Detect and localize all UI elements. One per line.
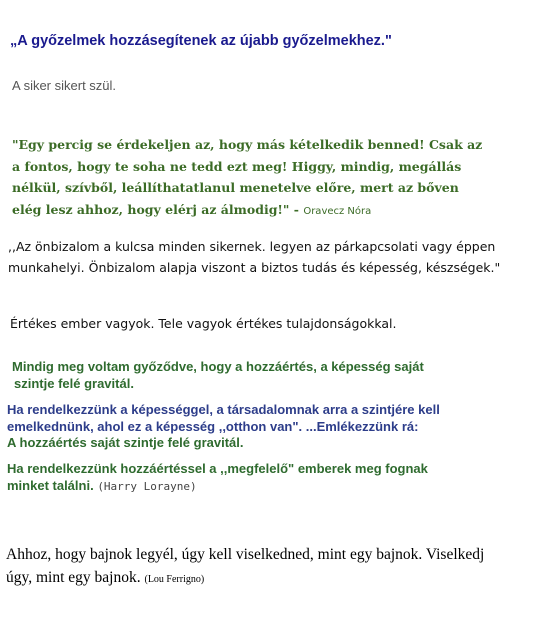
quote-4-line-2: munkahelyi. Önbizalom alapja viszont a biztos tudás és képesség, készségek.": [8, 260, 501, 275]
quote-1-text: „A győzelmek hozzásegítenek az újabb győzelmekhez.": [10, 33, 392, 49]
quote-7-line-1: Ha rendelkezzünk a képességgel, a társadalomnak arra a szintjére kell: [7, 402, 440, 417]
quote-2: [12, 78, 512, 93]
quote-9-author: (Lou Ferrigno): [144, 574, 205, 585]
quote-4: [8, 236, 533, 278]
quote-3-line-2: a fontos, hogy te soha ne tedd ezt meg! Higgy, mindig, megállás: [12, 158, 462, 174]
quote-3-line-4: [12, 199, 532, 223]
quote-8-author: (Harry Lorayne): [97, 480, 197, 493]
quote-3-line-1: "Egy percig se érdekeljen az, hogy más kételkedik benned! Csak az: [12, 137, 483, 152]
quote-9-line-2-text: úgy, mint egy bajnok.: [6, 569, 145, 586]
quote-3-line-4-text: elég lesz ahhoz, hogy elérj az álmodig!" -: [12, 201, 304, 217]
quote-6-line-2: szintje felé gravitál.: [14, 376, 134, 391]
quote-3: [12, 134, 532, 222]
quote-5: [10, 316, 530, 331]
quote-8-line-1: Ha rendelkezzünk hozzáértéssel a ,,megfelelő" emberek meg fognak: [7, 461, 428, 476]
quote-9-line-1: Ahhoz, hogy bajnok legyél, úgy kell viselkedned, mint egy bajnok. Viselkedj: [6, 546, 485, 563]
quote-3-author: Oravecz Nóra: [303, 205, 372, 217]
quote-9: [6, 543, 531, 591]
quote-4-line-1: ,,Az önbizalom a kulcsa minden sikernek. legyen az párkapcsolati vagy éppen: [8, 239, 496, 254]
quote-8-line-2-text: minket találni.: [7, 478, 98, 493]
quote-5-text: Értékes ember vagyok. Tele vagyok értékes tulajdonságokkal.: [10, 316, 397, 331]
quote-6-line-1: Mindig meg voltam győződve, hogy a hozzáértés, a képesség saját: [12, 359, 424, 374]
quote-7-line-3: A hozzáértés saját szintje felé gravitál.: [7, 435, 244, 450]
quote-3-line-3: nélkül, szívből, leállíthatatlanul menetelve előre, mert az bőven: [12, 180, 459, 195]
quote-8: [7, 460, 532, 495]
quote-6: [12, 358, 532, 392]
quote-7: [7, 402, 532, 452]
quote-2-text: A siker sikert szül.: [12, 78, 117, 93]
quote-1: [10, 33, 530, 49]
quote-8-line-2: [7, 477, 532, 495]
quote-9-line-2: [6, 566, 531, 591]
quote-7-line-2: emelkednünk, ahol ez a képesség ,,otthon van". ...Emlékezzünk rá:: [7, 418, 419, 434]
